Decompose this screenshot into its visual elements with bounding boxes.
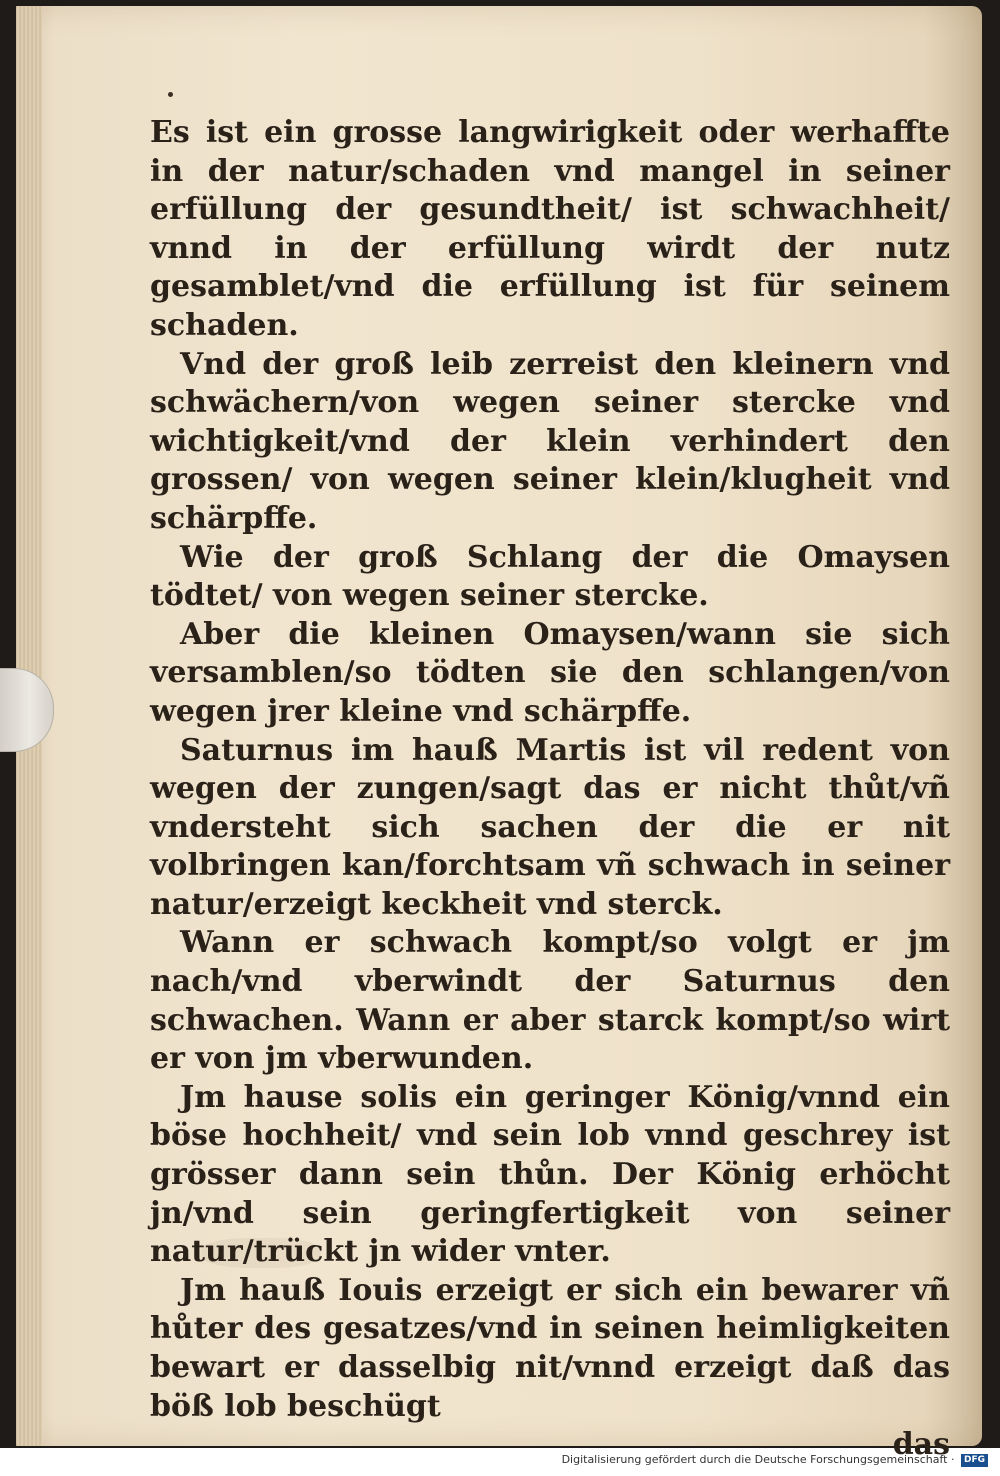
paragraph-7: Jm hause solis ein geringer König/vnnd ein böse hochheit/ vnd sein lob vnnd geschrey ist grösser dann sein thůn. Der König erhöcht jn/vnd sein geringfertigkeit von seiner natur/trückt jn wider vnter. [150,1079,950,1270]
paragraph-4: Aber die kleinen Omaysen/wann sie sich versamblen/so tödten sie den schlangen/von wegen jrer kleine vnd schärpffe. [150,616,950,729]
footer-credit [0,1450,1000,1476]
catchword: das [892,1427,950,1463]
paragraph-3: Wie der groß Schlang der die Omaysen tödtet/ von wegen seiner stercke. [150,539,950,614]
paragraph-2: Vnd der groß leib zerreist den kleinern vnd schwächern/von wegen seiner stercke vnd wichtigkeit/vnd der klein verhindert den grossen/ von wegen seiner klein/klugheit vnd schärpffe. [150,346,950,536]
paragraph-6: Wann er schwach kompt/so volgt er jm nach/vnd vberwindt der Saturnus den schwachen. Wann er aber starck kompt/so wirt er von jm vberwunden. [150,925,950,1077]
ink-speck [168,92,173,97]
page-text [150,114,950,1465]
dfg-logo: DFG [961,1454,988,1467]
paragraph-5: Saturnus im hauß Martis ist vil redent von wegen der zungen/sagt das er nicht thůt/vñ vndersteht sich sachen der die er nit volbringen kan/forchtsam vñ schwach in seiner natur/erzeigt keckheit vnd sterck. [150,732,950,922]
paragraph-8: Jm hauß Iouis erzeigt er sich ein bewarer vñ hůter des gesatzes/vnd in seinen heimligkeiten bewart er dasselbig nit/vnnd erzeigt daß das böß lob beschügt [150,1272,950,1424]
paragraph-1: Es ist ein grosse langwirigkeit oder werhaffte in der natur/schaden vnd mangel in seiner erfüllung der gesundtheit/ ist schwachheit/ vnnd in der erfüllung wirdt der nutz gesamblet/vnd die erfüllung ist für seinem schaden. [150,115,950,343]
footer-text: Digitalisierung gefördert durch die Deutsche Forschungsgemeinschaft · [561,1453,955,1466]
